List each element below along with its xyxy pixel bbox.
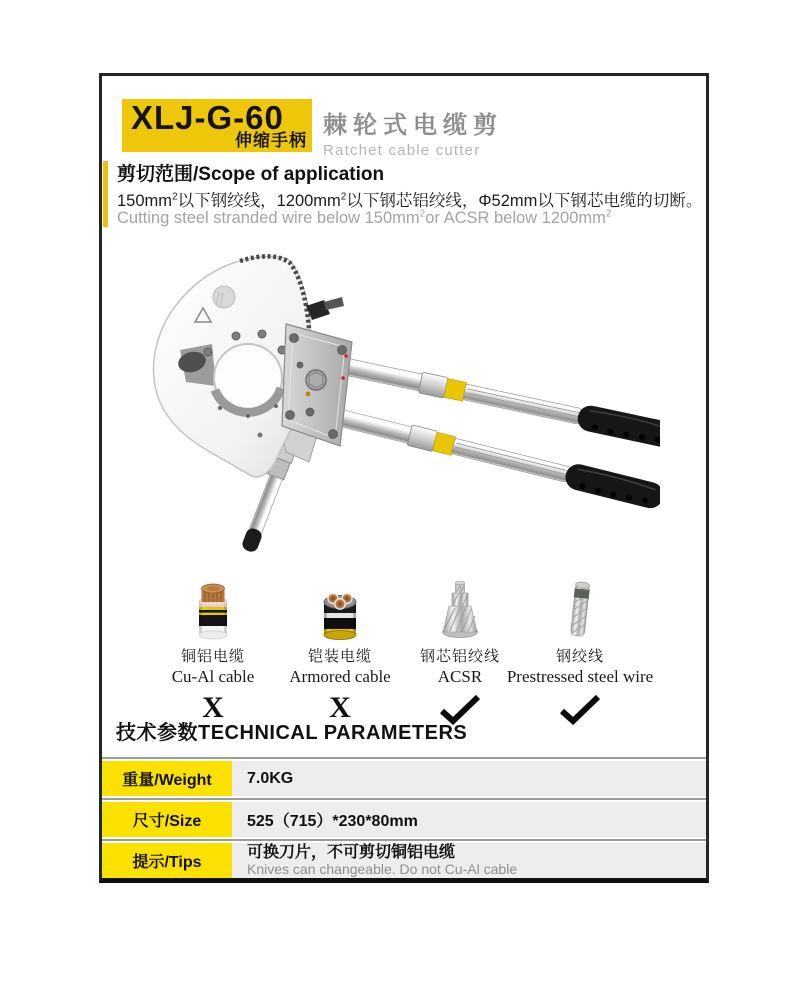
- scope-text-cn: $150mm^2$以下钢绞线，$1200mm^2$以下钢芯铝绞线，Φ52mm以下钢芯电缆的切断。: [117, 191, 703, 210]
- cable-label-en: Armored cable: [289, 667, 391, 686]
- cable-label-en: Cu-Al cable: [171, 667, 255, 686]
- cable-label-cn: 铠装电缆: [307, 649, 372, 665]
- size-value: 525（715）*230*80mm: [247, 813, 418, 830]
- scope-text-en: Cutting steel stranded wire below $150mm^2or$ ACSR below $1200mm^2$: [117, 208, 612, 227]
- x-mark: X: [329, 691, 351, 724]
- cable-label-en: Prestressed steel wire: [506, 667, 654, 686]
- product-name-block: [323, 105, 503, 159]
- table-divider: [102, 755, 706, 761]
- param-label-tips: 提示/Tips: [102, 843, 232, 878]
- param-value-size: [232, 802, 706, 837]
- table-row-weight: [102, 761, 706, 796]
- param-label-size: 尺寸/Size: [102, 802, 232, 837]
- ratchet-cable-cutter-image: [140, 250, 660, 560]
- cable-label-cn: 钢芯铝绞线: [419, 649, 500, 665]
- table-divider: [102, 796, 706, 802]
- param-value-tips: [232, 843, 706, 878]
- param-label-weight: 重量/Weight: [102, 761, 232, 796]
- table-row-tips: [102, 843, 706, 878]
- parameters-title: 技术参数TECHNICAL PARAMETERS: [116, 722, 468, 744]
- product-name-cn: 棘轮式电缆剪: [323, 112, 503, 139]
- param-value-weight: [232, 761, 706, 796]
- model-badge: [122, 99, 312, 152]
- cable-item-steel-wire: [500, 576, 660, 730]
- weight-value: 7.0KG: [247, 769, 294, 787]
- steel-wire-icon: [548, 576, 612, 642]
- table-divider: [102, 837, 706, 843]
- cable-label-en: ACSR: [437, 667, 483, 686]
- armored-cable-icon: [308, 576, 372, 642]
- scope-title: 剪切范围/Scope of application: [117, 164, 385, 185]
- tips-value-cn: 可换刀片，不可剪切铜铝电缆: [247, 844, 456, 861]
- scope-accent-bar: [103, 161, 108, 227]
- model-number: XLJ-G-60: [131, 99, 284, 136]
- cable-label-cn: 钢绞线: [555, 649, 604, 665]
- table-row-size: [102, 802, 706, 837]
- cu-al-cable-icon: [181, 576, 245, 642]
- model-subtitle: 伸缩手柄: [235, 131, 307, 150]
- acsr-wire-icon: [428, 576, 492, 642]
- product-name-en: Ratchet cable cutter: [323, 142, 481, 159]
- x-mark: X: [202, 691, 224, 724]
- check-icon: [557, 693, 603, 725]
- tips-value-en: Knives can changeable. Do not Cu-Al cable: [247, 860, 518, 877]
- cable-label-cn: 铜铝电缆: [180, 649, 245, 665]
- parameters-table: [102, 755, 706, 878]
